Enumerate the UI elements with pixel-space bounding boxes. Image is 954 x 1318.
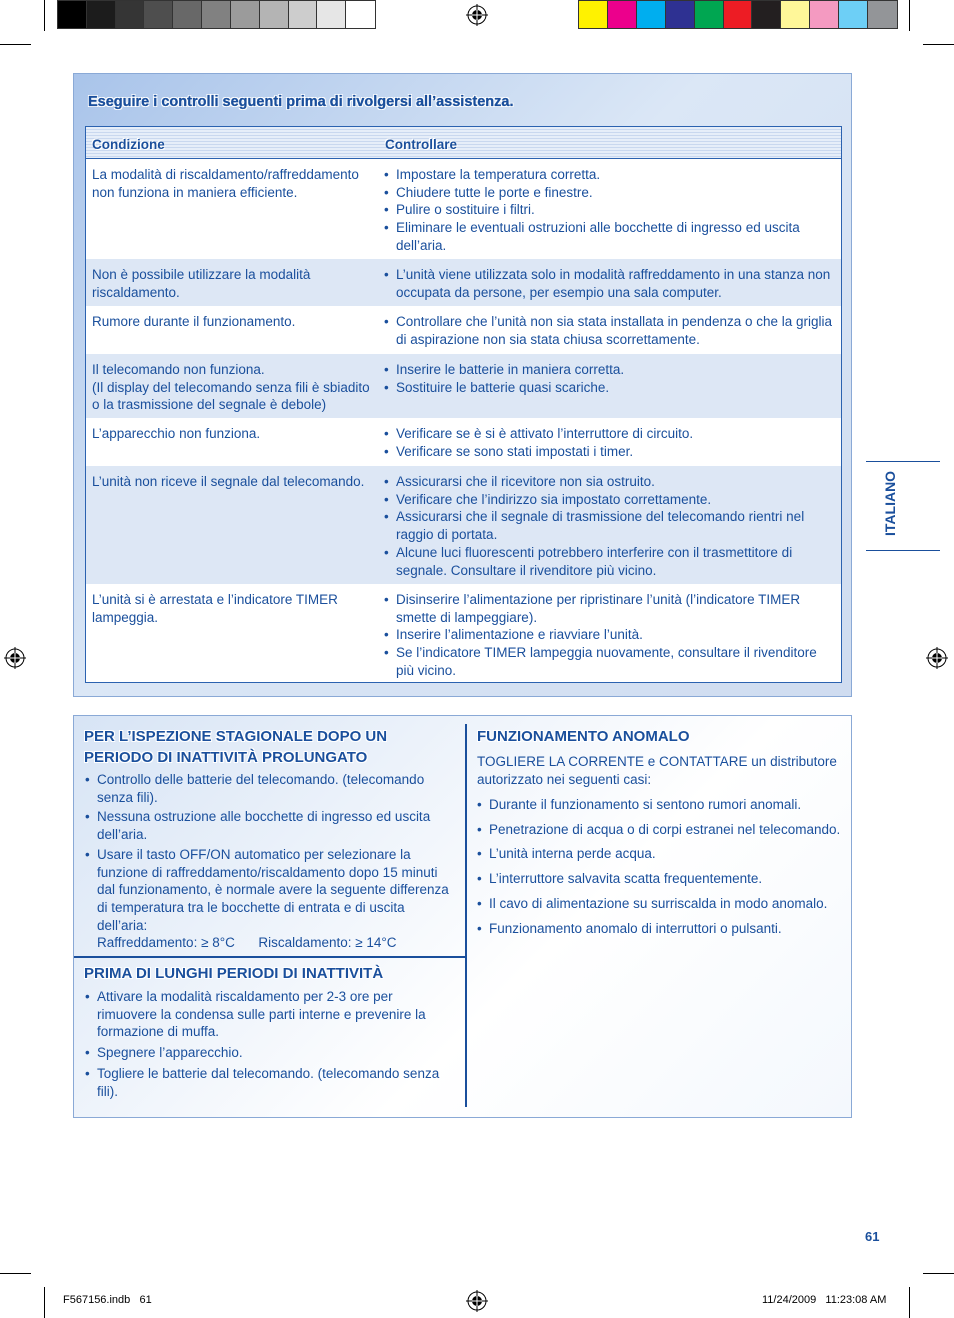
maintenance-panel bbox=[73, 715, 852, 1118]
table-row bbox=[86, 466, 841, 584]
column-header-condition: Condizione bbox=[92, 137, 165, 152]
list-item: • Il cavo di alimentazione su surriscalda in modo anomalo. bbox=[477, 895, 842, 913]
color-swatch bbox=[579, 1, 608, 28]
process-color-bar bbox=[578, 0, 898, 29]
footer-datetime: 11/24/2009 11:23:08 AM bbox=[762, 1294, 887, 1306]
abnormal-operation-list bbox=[477, 796, 842, 937]
color-swatch bbox=[724, 1, 753, 28]
color-swatch bbox=[666, 1, 695, 28]
check-item: • Controllare che l’unità non sia stata installata in pendenza o che la griglia di aspirazione non sia stata chiusa scorrettamente. bbox=[384, 313, 834, 348]
table-row bbox=[86, 418, 841, 466]
table-row bbox=[86, 354, 841, 418]
list-item: • Durante il funzionamento si sentono rumori anomali. bbox=[477, 796, 842, 814]
title-line: PERIODO DI INATTIVITÀ PROLUNGATO bbox=[84, 749, 368, 766]
gray-swatch bbox=[58, 1, 87, 28]
list-item: • Attivare la modalità riscaldamento per 2-3 ore per rimuovere la condensa sulle parti interne e prevenire la formazione di muffa. bbox=[85, 988, 443, 1041]
list-item: • Nessuna ostruzione alle bocchette di ingresso ed uscita dell’aria. bbox=[85, 808, 455, 843]
check-list bbox=[384, 361, 834, 396]
gray-swatch bbox=[116, 1, 145, 28]
color-swatch bbox=[868, 1, 897, 28]
title-line: PER L’ISPEZIONE STAGIONALE DOPO UN bbox=[84, 728, 388, 745]
color-swatch bbox=[695, 1, 724, 28]
check-list bbox=[384, 313, 834, 348]
cooling-difference: Raffreddamento: ≥ 8°C bbox=[97, 935, 235, 951]
table-header bbox=[86, 127, 841, 159]
color-swatch bbox=[781, 1, 810, 28]
language-side-tab bbox=[866, 461, 940, 551]
condition-cell: La modalità di riscaldamento/raffreddamento non funziona in maniera efficiente. bbox=[92, 167, 359, 200]
color-swatch bbox=[637, 1, 666, 28]
list-item: • Penetrazione di acqua o di corpi estranei nel telecomando. bbox=[477, 821, 842, 839]
table-row bbox=[86, 584, 841, 682]
language-label: ITALIANO bbox=[882, 470, 898, 536]
color-swatch bbox=[810, 1, 839, 28]
gray-swatch bbox=[289, 1, 318, 28]
color-swatch bbox=[608, 1, 637, 28]
condition-cell: Rumore durante il funzionamento. bbox=[92, 314, 296, 329]
color-swatch bbox=[752, 1, 781, 28]
list-item bbox=[85, 846, 455, 952]
gray-swatch bbox=[346, 1, 375, 28]
gray-swatch bbox=[202, 1, 231, 28]
check-item: • Alcune luci fluorescenti potrebbero interferire con il trasmettitore di segnale. Consultare il rivenditore più vicino. bbox=[384, 544, 834, 579]
gray-swatch bbox=[144, 1, 173, 28]
check-item: • Pulire o sostituire i filtri. bbox=[384, 201, 834, 219]
condition-cell: Il telecomando non funziona. (Il display del telecomando senza fili è sbiadito o la trasmissione del segnale è debole) bbox=[92, 362, 370, 413]
abnormal-operation-intro: TOGLIERE LA CORRENTE e CONTATTARE un distributore autorizzato nei seguenti casi: bbox=[477, 754, 837, 787]
check-list bbox=[384, 266, 834, 301]
registration-mark-icon bbox=[466, 4, 488, 26]
troubleshooting-table bbox=[85, 126, 842, 683]
condition-cell: Non è possibile utilizzare la modalità riscaldamento. bbox=[92, 267, 311, 300]
list-item: • Spegnere l’apparecchio. bbox=[85, 1044, 443, 1062]
check-item: • Verificare se sono stati impostati i timer. bbox=[384, 443, 834, 461]
heating-difference: Riscaldamento: ≥ 14°C bbox=[258, 935, 397, 951]
seasonal-inspection-list bbox=[85, 771, 455, 952]
abnormal-operation-title: FUNZIONAMENTO ANOMALO bbox=[477, 728, 690, 745]
table-row bbox=[86, 159, 841, 259]
check-item: • Assicurarsi che il ricevitore non sia ostruito. bbox=[384, 473, 834, 491]
gray-swatch bbox=[173, 1, 202, 28]
list-item: • Togliere le batterie dal telecomando. (telecomando senza fili). bbox=[85, 1065, 443, 1100]
check-item: • Verificare che l’indirizzo sia impostato correttamente. bbox=[384, 491, 834, 509]
check-item: • Assicurarsi che il segnale di trasmissione del telecomando rientri nel raggio di portata. bbox=[384, 508, 834, 543]
crop-mark bbox=[909, 1287, 910, 1318]
registration-mark-icon bbox=[926, 647, 948, 669]
column-header-check: Controllare bbox=[385, 137, 458, 152]
crop-mark bbox=[923, 1273, 954, 1274]
crop-mark bbox=[909, 0, 910, 31]
list-item: • L’interruttore salvavita scatta frequentemente. bbox=[477, 870, 842, 888]
registration-mark-icon bbox=[466, 1290, 488, 1312]
footer-file-info: F567156.indb 61 bbox=[63, 1294, 152, 1306]
gray-swatch bbox=[260, 1, 289, 28]
color-swatch bbox=[839, 1, 868, 28]
list-item: • Controllo delle batterie del telecomando. (telecomando senza fili). bbox=[85, 771, 455, 806]
list-item: • Funzionamento anomalo di interruttori o pulsanti. bbox=[477, 920, 842, 938]
section-divider bbox=[74, 956, 466, 958]
check-item: • Disinserire l’alimentazione per ripristinare l’unità (l’indicatore TIMER smette di lampeggiare). bbox=[384, 591, 834, 626]
troubleshooting-panel bbox=[73, 73, 852, 697]
check-item: • Sostituire le batterie quasi scariche. bbox=[384, 379, 834, 397]
gray-swatch bbox=[317, 1, 346, 28]
check-item: • Verificare se è si è attivato l’interruttore di circuito. bbox=[384, 425, 834, 443]
check-list bbox=[384, 591, 834, 680]
check-item: • Chiudere tutte le porte e finestre. bbox=[384, 184, 834, 202]
table-row bbox=[86, 306, 841, 354]
check-item: • Eliminare le eventuali ostruzioni alle bocchette di ingresso ed uscita dell’aria. bbox=[384, 219, 834, 254]
check-item: • L’unità viene utilizzata solo in modalità raffreddamento in una stanza non occupata da persone, per esempio una sala computer. bbox=[384, 266, 834, 301]
check-item: • Se l’indicatore TIMER lampeggia nuovamente, consultare il rivenditore più vicino. bbox=[384, 644, 834, 679]
registration-mark-icon bbox=[4, 647, 26, 669]
check-list bbox=[384, 166, 834, 255]
troubleshooting-heading: Eseguire i controlli seguenti prima di rivolgersi all’assistenza. bbox=[88, 94, 514, 110]
page-number: 61 bbox=[865, 1229, 880, 1244]
gray-swatch bbox=[87, 1, 116, 28]
condition-cell: L’apparecchio non funziona. bbox=[92, 426, 261, 441]
crop-mark bbox=[0, 44, 31, 45]
seasonal-inspection-title bbox=[84, 726, 464, 768]
check-item: • Impostare la temperatura corretta. bbox=[384, 166, 834, 184]
grayscale-color-bar bbox=[57, 0, 376, 29]
list-item-text: Usare il tasto OFF/ON automatico per selezionare la funzione di raffreddamento/riscaldamento dopo 15 minuti dal funzionamento, è normale avere la seguente differenza di temperatura tra le bocchette di entrata e di uscita dell’aria: bbox=[97, 846, 449, 933]
crop-mark bbox=[923, 44, 954, 45]
condition-cell: L’unità non riceve il segnale dal telecomando. bbox=[92, 474, 365, 489]
long-periods-list bbox=[85, 988, 443, 1100]
crop-mark bbox=[44, 0, 45, 31]
check-item: • Inserire le batterie in maniera corretta. bbox=[384, 361, 834, 379]
check-list bbox=[384, 425, 834, 460]
gray-swatch bbox=[231, 1, 260, 28]
crop-mark bbox=[0, 1273, 31, 1274]
check-list bbox=[384, 473, 834, 579]
long-periods-title: PRIMA DI LUNGHI PERIODI DI INATTIVITÀ bbox=[84, 965, 384, 982]
column-divider bbox=[465, 724, 467, 1107]
crop-mark bbox=[44, 1287, 45, 1318]
list-item: • L’unità interna perde acqua. bbox=[477, 845, 842, 863]
condition-cell: L’unità si è arrestata e l’indicatore TIMER lampeggia. bbox=[92, 592, 338, 625]
check-item: • Inserire l’alimentazione e riavviare l’unità. bbox=[384, 626, 834, 644]
table-row bbox=[86, 259, 841, 306]
